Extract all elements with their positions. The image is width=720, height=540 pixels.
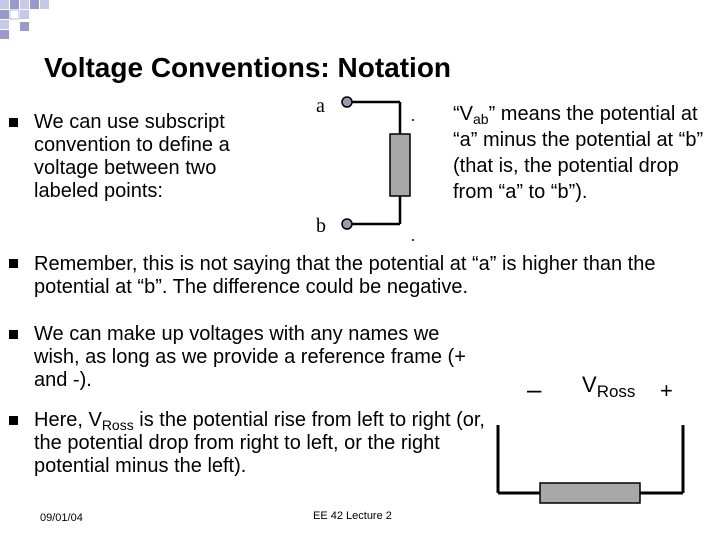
bullet-text-1: We can use subscript convention to define a voltage between two labeled points: bbox=[34, 111, 230, 202]
circuit-diagram-ross bbox=[495, 425, 695, 505]
vab-desc-sub: ab bbox=[473, 111, 489, 127]
bullet-text-2: Remember, this is not saying that the potential at “a” is higher than the potential at “b”. The difference could be negative. bbox=[34, 253, 656, 298]
corner-decoration bbox=[0, 0, 60, 40]
bullet-text-4 bbox=[34, 409, 494, 478]
plus-sign: + bbox=[660, 378, 673, 403]
minus-sign: – bbox=[527, 374, 542, 404]
bullet-4-post: is the potential rise from left to right (or, the potential drop from right to left, or the right potential minus the left). bbox=[34, 409, 485, 477]
circuit-diagram-ab bbox=[335, 92, 445, 242]
vab-desc-pre: “V bbox=[453, 103, 473, 125]
vab-desc-post: ” means the potential at “a” minus the potential at “b” (that is, the potential drop from “a” to “b”). bbox=[453, 103, 704, 203]
footer-course: EE 42 Lecture 2 bbox=[313, 510, 392, 522]
label-a: a bbox=[316, 95, 325, 117]
bullet-marker bbox=[9, 330, 18, 339]
bullet-text-3: We can make up voltages with any names we wish, as long as we provide a reference frame (+ and -). bbox=[34, 323, 466, 391]
bullet-marker bbox=[9, 259, 18, 268]
footer-date: 09/01/04 bbox=[40, 512, 83, 524]
bullet-4-pre: Here, V bbox=[34, 409, 102, 431]
slide-title: Voltage Conventions: Notation bbox=[44, 52, 452, 83]
vab-description bbox=[453, 101, 718, 205]
v-ross-v: V bbox=[582, 372, 597, 397]
v-ross-label bbox=[582, 372, 635, 402]
v-ross-sub: Ross bbox=[596, 382, 636, 401]
bullet-marker bbox=[9, 416, 18, 425]
bullet-marker bbox=[9, 118, 18, 127]
label-b: b bbox=[316, 215, 326, 237]
bullet-4-sub: Ross bbox=[101, 417, 134, 433]
